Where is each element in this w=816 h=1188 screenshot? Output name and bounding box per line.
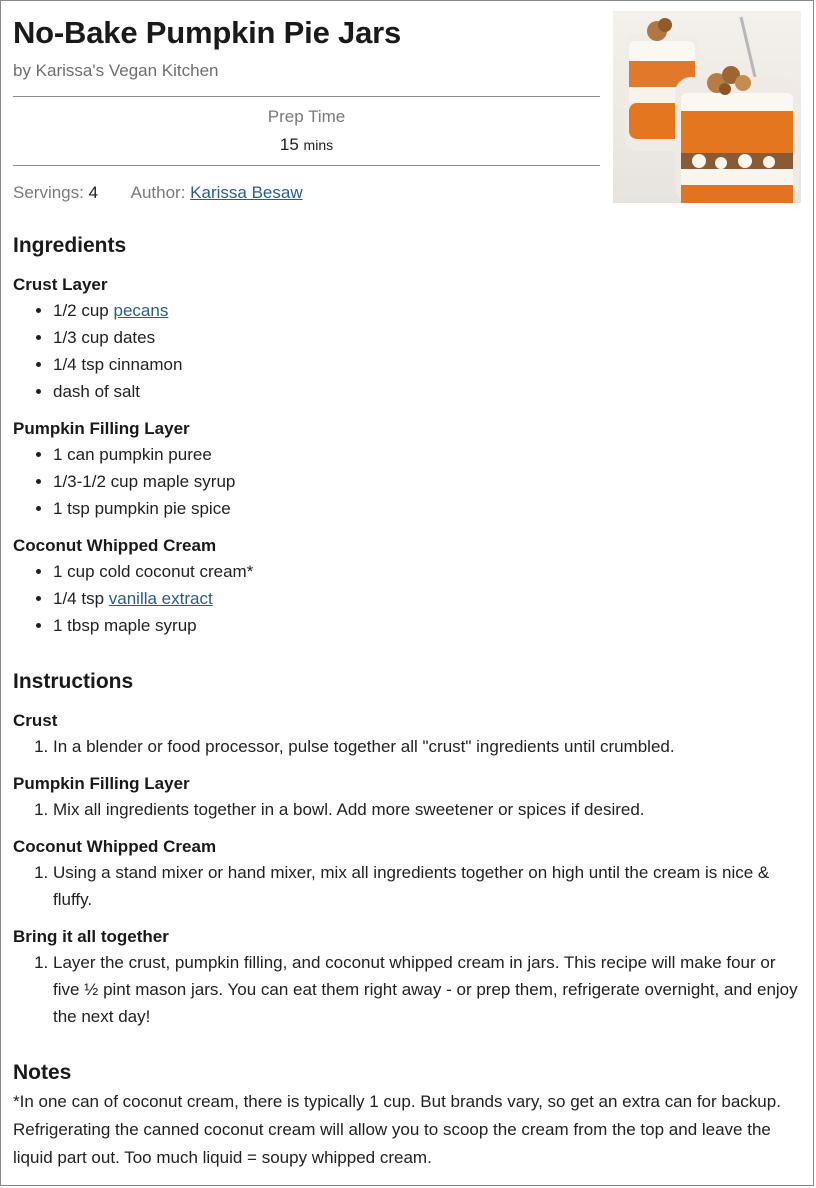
pumpkin-pie-jars-image <box>613 11 801 203</box>
recipe-byline: by Karissa's Vegan Kitchen <box>13 61 219 80</box>
ingredient-item <box>53 585 803 612</box>
divider <box>13 165 600 166</box>
divider <box>13 96 600 97</box>
instruction-steps <box>13 949 803 1030</box>
instructions-list <box>13 709 803 1030</box>
notes-text: *In one can of coconut cream, there is typically 1 cup. But brands vary, so get an extra can for backup. Refrigerating the canned coconut cream will allow you to scoop the cream from the top and leave the liquid part out. Too much liquid = soupy whipped cream. <box>13 1092 781 1167</box>
instructions-heading: Instructions <box>13 670 134 693</box>
servings-value: 4 <box>88 183 99 202</box>
prep-time-label: Prep Time <box>267 107 346 126</box>
instruction-steps <box>13 796 803 823</box>
ingredient-text: 1/4 tsp cinnamon <box>53 355 183 374</box>
ingredient-item <box>53 468 803 495</box>
ingredient-link[interactable]: vanilla extract <box>108 589 213 608</box>
ingredient-group-list <box>13 441 803 522</box>
ingredient-group-list <box>13 558 803 639</box>
prep-time-number: 15 <box>279 135 299 154</box>
ingredient-text: 1 tsp pumpkin pie spice <box>53 499 231 518</box>
recipe-body <box>13 231 803 1172</box>
recipe-title: No-Bake Pumpkin Pie Jars <box>13 15 402 50</box>
instruction-group-title: Bring it all together <box>13 927 169 946</box>
ingredient-item <box>53 495 803 522</box>
instruction-group-title: Pumpkin Filling Layer <box>13 774 190 793</box>
instruction-step: 1. Layer the crust, pumpkin filling, and coconut whipped cream in jars. This recipe will make four or five ½ pint mason jars. You can eat them right away - or prep them, refrigerate overnight, and enjoy the next day! <box>53 949 803 1030</box>
ingredient-text: 1/3 cup dates <box>53 328 156 347</box>
instruction-step: 1. Mix all ingredients together in a bowl. Add more sweetener or spices if desired. <box>53 796 803 823</box>
author-label: Author: <box>130 183 186 202</box>
instruction-group-title: Crust <box>13 711 58 730</box>
instruction-steps <box>13 733 803 760</box>
ingredient-item <box>53 612 803 639</box>
ingredient-text: 1/3-1/2 cup maple syrup <box>53 472 236 491</box>
ingredient-group-list <box>13 297 803 405</box>
ingredient-item <box>53 558 803 585</box>
ingredient-text: 1 cup cold coconut cream* <box>53 562 254 581</box>
ingredient-group-title: Pumpkin Filling Layer <box>13 419 190 438</box>
ingredients-heading: Ingredients <box>13 234 127 257</box>
ingredient-group-title: Crust Layer <box>13 275 108 294</box>
ingredient-text: 1 tbsp maple syrup <box>53 616 197 635</box>
ingredient-item <box>53 324 803 351</box>
recipe-photo <box>613 11 801 203</box>
prep-time-unit: mins <box>303 137 334 153</box>
instruction-group-title: Coconut Whipped Cream <box>13 837 217 856</box>
ingredient-item <box>53 351 803 378</box>
author-link[interactable]: Karissa Besaw <box>190 183 303 202</box>
ingredient-text: 1 can pumpkin puree <box>53 445 212 464</box>
instruction-steps <box>13 859 803 913</box>
instruction-step: 1. Using a stand mixer or hand mixer, mix all ingredients together on high until the cream is nice & fluffy. <box>53 859 803 913</box>
servings-label: Servings: <box>13 183 84 202</box>
ingredient-group-title: Coconut Whipped Cream <box>13 536 217 555</box>
ingredient-link[interactable]: pecans <box>113 301 169 320</box>
notes-heading: Notes <box>13 1061 72 1084</box>
ingredient-text: 1/2 cup <box>53 301 114 320</box>
ingredient-text: 1/4 tsp <box>53 589 109 608</box>
ingredient-item <box>53 378 803 405</box>
ingredient-text: dash of salt <box>53 382 140 401</box>
instruction-step: 1. In a blender or food processor, pulse together all "crust" ingredients until crumbled. <box>53 733 803 760</box>
recipe-meta <box>13 183 303 203</box>
ingredient-item <box>53 441 803 468</box>
ingredients-list <box>13 273 803 639</box>
prep-time-value <box>13 135 600 155</box>
ingredient-item <box>53 297 803 324</box>
